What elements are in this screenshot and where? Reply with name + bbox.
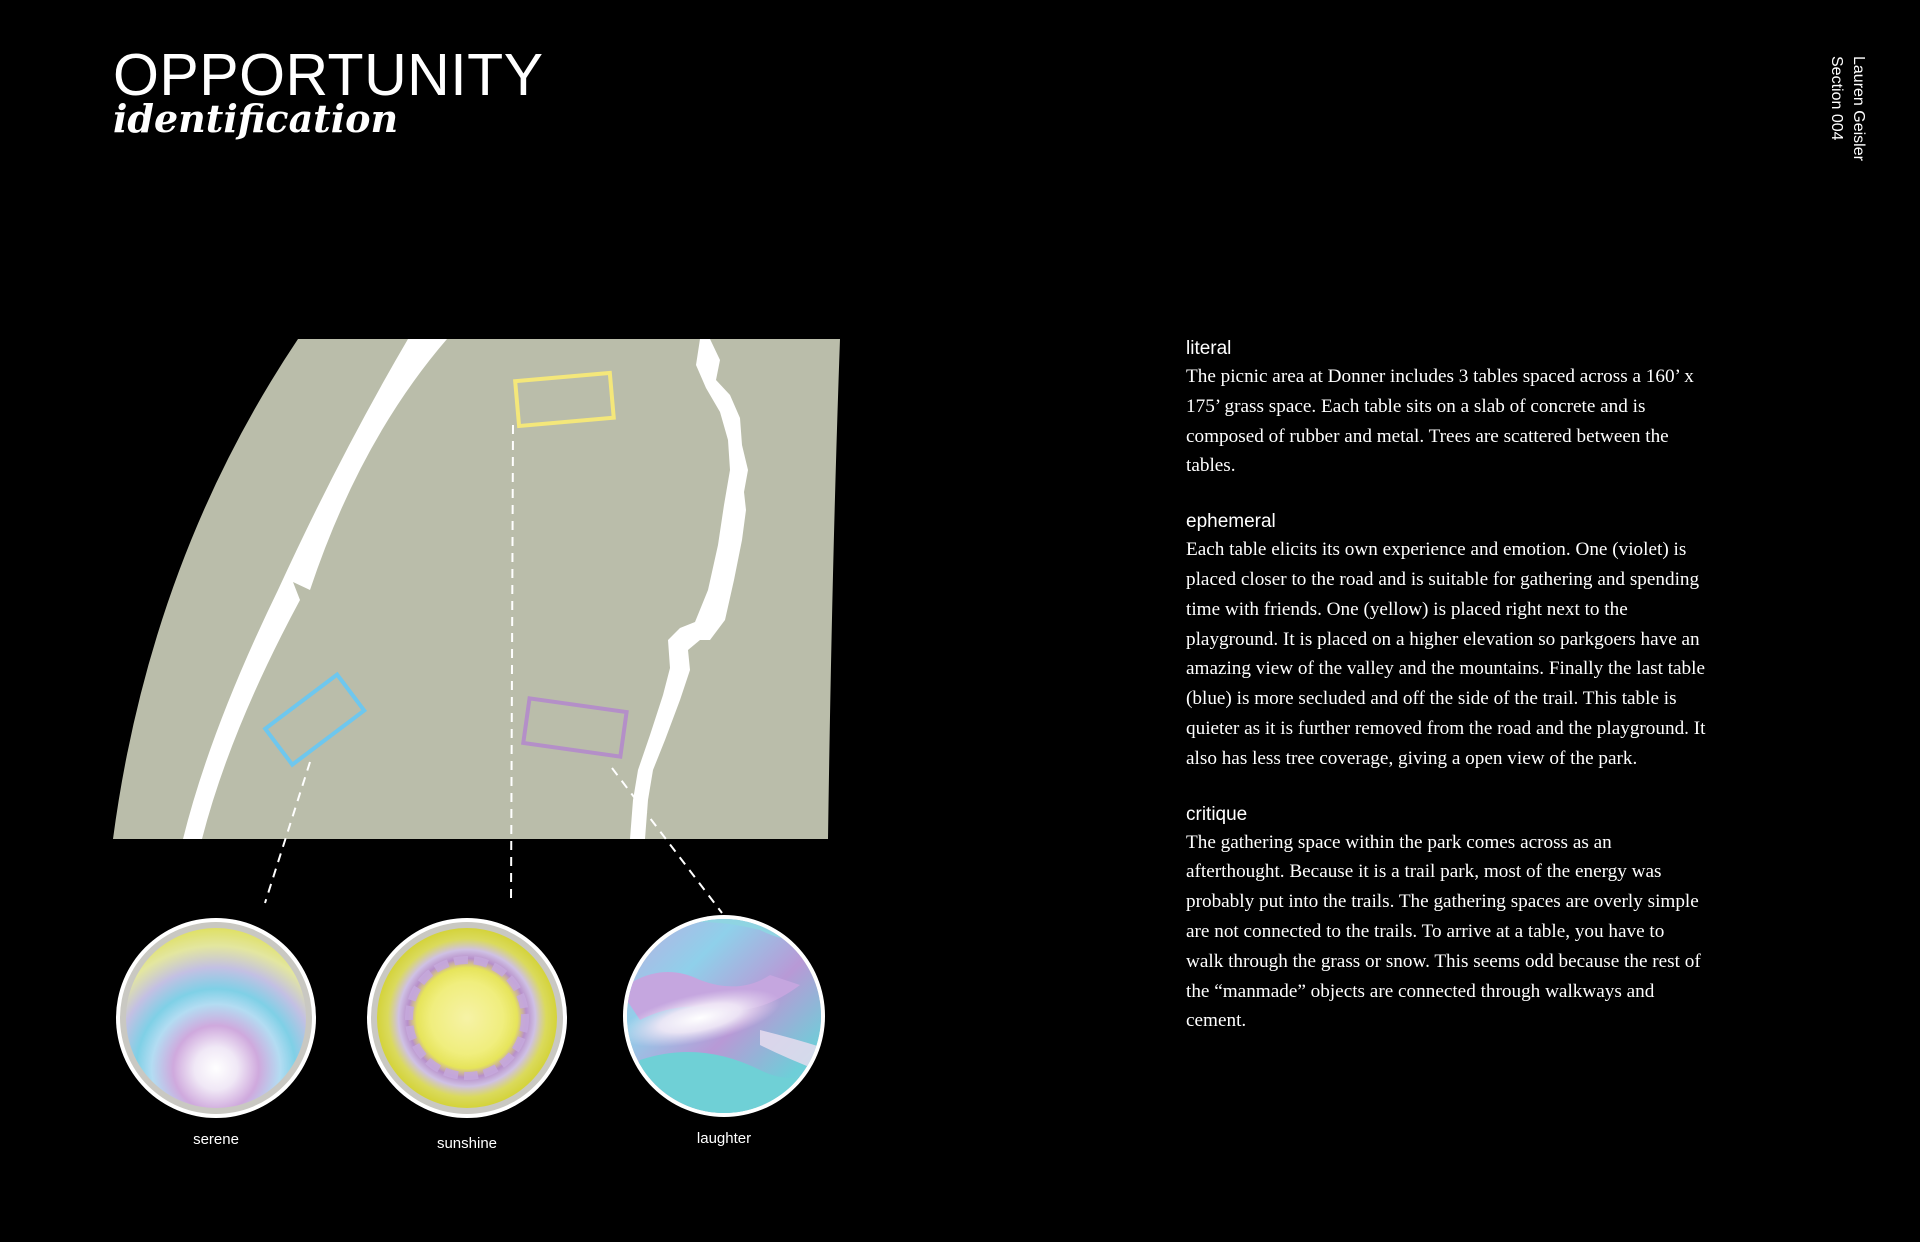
section-ephemeral: [1186, 509, 1706, 773]
section-heading: literal: [1186, 338, 1232, 359]
author-section: Section 004: [1828, 56, 1845, 141]
author-name: Lauren Geisler: [1850, 56, 1867, 161]
page-title: OPPORTUNITY: [113, 42, 544, 108]
circle-label-laughter: laughter: [696, 1130, 752, 1147]
text-column: [1186, 336, 1706, 1064]
section-heading: critique: [1186, 803, 1248, 825]
section-literal: [1186, 336, 1706, 481]
page-subtitle: identification: [113, 96, 399, 141]
section-body: The picnic area at Donner includes 3 tables spaced across a 160’ x 175’ grass space. Each table sits on a slab of concrete and is composed of rubber and metal. Trees are scattered between the tables.: [1186, 366, 1694, 477]
section-body: Each table elicits its own experience and emotion. One (violet) is placed closer to the road and is suitable for gathering and spending time with friends. One (yellow) is placed right next to the playground. It is placed on a higher elevation so parkgoers have an amazing view of the valley and the mountains. Finally the last table (blue) is more secluded and off the side of the trail. This table is quieter as it is further removed from the road and the playground. It also has less tree coverage, giving a open view of the park.: [1186, 539, 1706, 769]
section-critique: [1186, 802, 1706, 1037]
section-body: The gathering space within the park comes across as an afterthought. Because it is a trail park, most of the energy was probably put into the trails. The gathering spaces are overly simple are not connected to the trails. To arrive at a table, you have to walk through the grass or snow. This seems odd because the rest of the “manmade” objects are connected through walkways and cement.: [1186, 831, 1701, 1032]
circle-label-serene: serene: [193, 1131, 239, 1148]
section-heading: ephemeral: [1186, 511, 1276, 533]
circle-label-sunshine: sunshine: [436, 1135, 498, 1152]
